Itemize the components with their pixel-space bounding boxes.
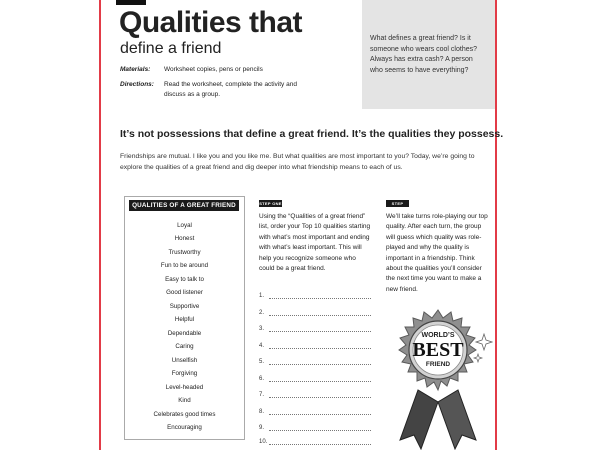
category-tag xyxy=(116,0,146,5)
intro-paragraph: Friendships are mutual. I like you and you like me. But what qualities are most important to you? Today, we’re going to explore the qualities of a great friend and dig deeper into what friendship means to each of us. xyxy=(120,153,475,171)
quality-item: Loyal xyxy=(177,222,192,229)
answer-line[interactable] xyxy=(269,298,371,299)
step-two-text: We’ll take turns role-playing our top quality. After each turn, the group will guess which quality was role-played and why the quality is important in a friendship. Think about the qualities you’ll consider the next time you want to make a new friend. xyxy=(386,213,488,293)
sparkle-icon xyxy=(476,334,492,350)
quality-item: Encouraging xyxy=(167,424,202,431)
answer-number: 10. xyxy=(259,439,268,445)
step-one-tag: STEP ONE xyxy=(259,201,282,206)
answer-number: 8. xyxy=(259,409,265,415)
directions-text: Read the worksheet, complete the activity and discuss as a group. xyxy=(164,81,297,98)
answer-number: 7. xyxy=(259,392,265,398)
answer-number: 5. xyxy=(259,359,265,365)
step-one-text: Using the “Qualities of a great friend” list, order your Top 10 qualities starting with what’s most important and ending with what’s least important. This will help you recognize someone who could be a great friend. xyxy=(259,213,371,273)
page-subtitle: define a friend xyxy=(120,40,222,57)
intro-question: What defines a great friend? Is it someone who wears cool clothes? Always has extra cash? A person who seems to have everything? xyxy=(370,35,478,74)
badge-line-1: WORLD’S xyxy=(421,332,455,339)
answer-line[interactable] xyxy=(269,364,371,365)
ribbon-tails xyxy=(400,390,476,449)
quality-item: Fun to be around xyxy=(160,262,209,269)
answer-line[interactable] xyxy=(269,315,371,316)
badge-line-2: BEST xyxy=(412,339,464,361)
answer-line[interactable] xyxy=(269,430,371,431)
answer-number: 2. xyxy=(259,310,265,316)
quality-item: Easy to talk to xyxy=(165,276,204,283)
answer-line[interactable] xyxy=(269,348,371,349)
answer-line[interactable] xyxy=(269,444,371,445)
answer-number: 1. xyxy=(259,293,265,299)
answer-number: 4. xyxy=(259,343,265,349)
materials-text: Worksheet copies, pens or pencils xyxy=(164,66,263,73)
materials-label: Materials: xyxy=(120,66,151,73)
quality-item: Trustworthy xyxy=(168,249,201,256)
answer-line[interactable] xyxy=(269,397,371,398)
answer-line[interactable] xyxy=(269,414,371,415)
quality-item: Unselfish xyxy=(171,357,198,364)
page-title: Qualities that xyxy=(119,6,303,39)
quality-item: Dependable xyxy=(167,330,202,337)
sparkle-icon xyxy=(474,354,482,362)
answer-line[interactable] xyxy=(269,331,371,332)
answer-number: 6. xyxy=(259,376,265,382)
quality-item: Forgiving xyxy=(171,370,198,377)
quality-item: Honest xyxy=(174,235,195,242)
quality-item: Kind xyxy=(178,397,191,404)
quality-item: Good listener xyxy=(166,289,203,296)
directions-label: Directions: xyxy=(120,81,154,88)
quality-item: Celebrates good times xyxy=(153,411,216,418)
answer-number: 9. xyxy=(259,425,265,431)
qualities-heading: QUALITIES OF A GREAT FRIEND xyxy=(129,200,239,211)
headline: It’s not possessions that define a great friend. It’s the qualities they possess. xyxy=(120,128,504,140)
best-friend-medal-icon xyxy=(388,306,493,450)
badge-line-3: FRIEND xyxy=(425,361,451,368)
quality-item: Caring xyxy=(175,343,194,350)
answer-line[interactable] xyxy=(269,381,371,382)
answer-number: 3. xyxy=(259,326,265,332)
step-two-tag: STEP TWO xyxy=(386,200,409,207)
quality-item: Supportive xyxy=(169,303,200,310)
quality-item: Helpful xyxy=(174,316,195,323)
quality-item: Level-headed xyxy=(165,384,204,391)
